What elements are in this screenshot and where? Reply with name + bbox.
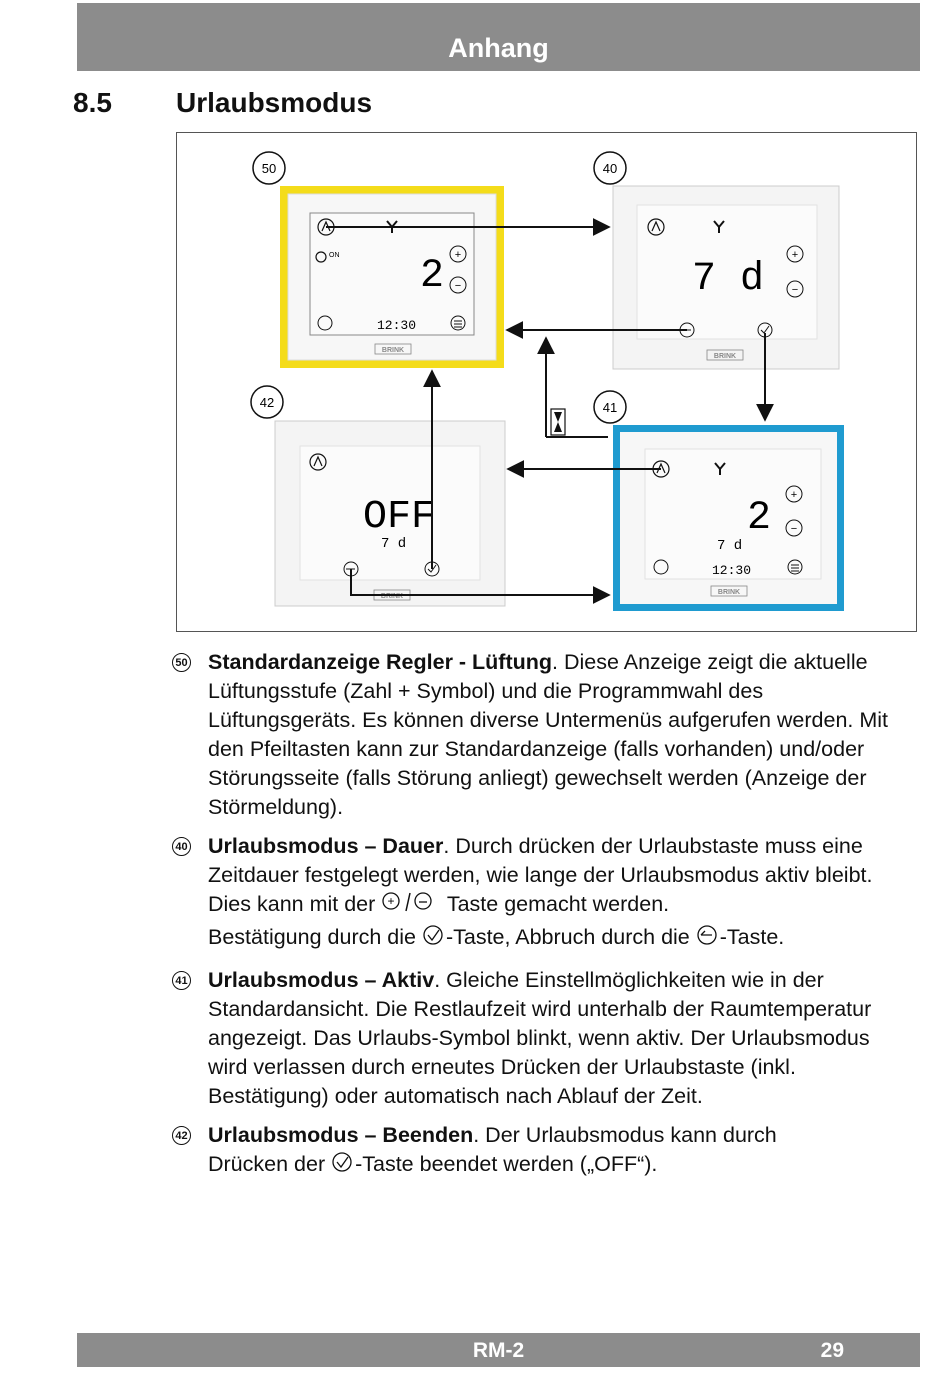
item-text: . Durch drücken der Urlaubstaste muss eine Zeitdauer festgelegt werden, wie lange der Urlaubsmodus aktiv bleibt. Dies kann mit der xyxy=(208,834,873,916)
document-code: RM-2 xyxy=(472,1339,525,1362)
list-item xyxy=(172,832,912,956)
display-42-days: 7 d xyxy=(381,536,407,552)
brand-logo: BRINK xyxy=(717,589,741,596)
callout-41-label: 41 xyxy=(602,400,618,415)
display-40-value: 7 d xyxy=(692,257,765,302)
item-text: -Taste beendet werden („OFF“). xyxy=(355,1152,658,1176)
svg-text:−: − xyxy=(791,284,799,296)
item-text: Drücken der xyxy=(208,1152,332,1176)
description-list xyxy=(172,648,912,1193)
callout-42 xyxy=(251,386,283,418)
display-41-days: 7 d xyxy=(717,538,743,554)
item-number: 41 xyxy=(172,971,191,990)
display-41 xyxy=(613,425,844,611)
callout-50 xyxy=(253,152,285,184)
callout-40 xyxy=(594,152,626,184)
back-icon xyxy=(696,924,720,956)
svg-text:−: − xyxy=(790,523,798,535)
section-number: 8.5 xyxy=(73,87,112,118)
svg-text:+: + xyxy=(790,489,798,501)
callout-41 xyxy=(594,391,626,423)
item-text: Bestätigung durch die xyxy=(208,925,422,949)
item-number: 42 xyxy=(172,1126,191,1145)
diagram-canvas xyxy=(177,133,918,633)
brand-logo: BRINK xyxy=(381,347,405,354)
page-number: 29 xyxy=(820,1339,844,1362)
svg-text:+: + xyxy=(791,249,799,261)
confirm-icon xyxy=(422,924,446,956)
display-50-time: 12:30 xyxy=(377,318,417,333)
footer-bar xyxy=(77,1333,920,1367)
list-item xyxy=(172,648,912,822)
header-bar xyxy=(77,3,920,71)
plus-minus-icon xyxy=(381,891,441,923)
item-heading: Urlaubsmodus – Dauer xyxy=(208,834,444,858)
svg-text:−: − xyxy=(454,280,462,292)
item-text: . Der Urlaubsmodus kann durch xyxy=(473,1123,777,1147)
header-title: Anhang xyxy=(448,33,549,63)
list-item xyxy=(172,966,912,1111)
display-41-value: 2 xyxy=(747,496,772,541)
item-number: 40 xyxy=(172,837,191,856)
item-text: -Taste, Abbruch durch die xyxy=(445,925,696,949)
brand-logo: BRINK xyxy=(380,593,404,600)
item-heading: Urlaubsmodus – Beenden xyxy=(208,1123,474,1147)
item-number: 50 xyxy=(172,653,191,672)
callout-50-label: 50 xyxy=(261,161,277,176)
display-50 xyxy=(280,186,504,368)
display-42 xyxy=(275,421,505,606)
item-heading: Urlaubsmodus – Aktiv xyxy=(208,968,435,992)
confirm-icon xyxy=(331,1151,355,1183)
hourglass-icon xyxy=(551,409,565,435)
display-40 xyxy=(613,186,839,369)
item-heading: Standardanzeige Regler - Lüftung xyxy=(208,650,553,674)
callout-40-label: 40 xyxy=(602,161,618,176)
display-42-value: OFF xyxy=(363,495,436,540)
section-title: Urlaubsmodus xyxy=(176,87,373,118)
svg-text:+: + xyxy=(387,894,395,908)
item-text: Taste gemacht werden. xyxy=(441,892,670,916)
item-text: -Taste. xyxy=(719,925,785,949)
item-text: . Diese Anzeige zeigt die aktuelle Lüftungsstufe (Zahl + Symbol) und die Programmwahl des Lüftungsgeräts. Es können diverse Untermenüs aufgerufen werden. Mit den Pfeiltasten kann zur Standardanzeige (falls vorhanden) und/oder Störungsseite (falls Störung anliegt) gewechselt werden (Anzeige der Störmeldung). xyxy=(208,650,889,819)
display-41-time: 12:30 xyxy=(712,563,752,578)
brand-logo: BRINK xyxy=(713,353,737,360)
flow-diagram xyxy=(176,132,917,632)
on-label: ON xyxy=(329,252,340,259)
display-50-value: 2 xyxy=(420,254,445,299)
svg-text:+: + xyxy=(454,249,462,261)
item-text: . Gleiche Einstellmöglichkeiten wie in der Standardansicht. Die Restlaufzeit wird unterhalb der Raumtemperatur angezeigt. Das Urlaubs-Symbol blinkt, wenn aktiv. Der Urlaubsmodus wird verlassen durch erneutes Drücken der Urlaubstaste (inkl. Bestätigung) oder automatisch nach Ablauf der Zeit. xyxy=(208,968,872,1108)
list-item xyxy=(172,1121,912,1183)
callout-42-label: 42 xyxy=(259,395,275,410)
